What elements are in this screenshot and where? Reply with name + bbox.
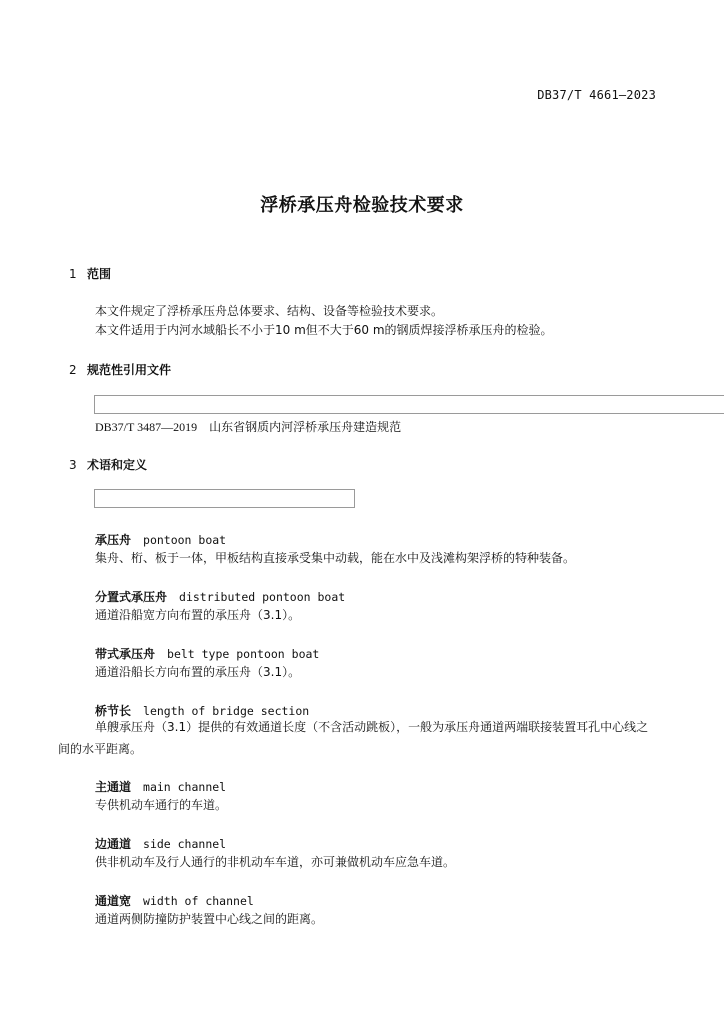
section-number: 2	[69, 363, 77, 377]
section-1-heading	[69, 265, 111, 282]
term-definition: 单艘承压舟（3.1）提供的有效通道长度（不含活动跳板），一般为承压舟通道两端联接装置耳孔中心线之间的水平距离。	[58, 720, 649, 756]
reference-code: DB37/T 3487—2019	[95, 420, 198, 434]
term-chinese: 承压舟	[95, 533, 132, 547]
term-definition: 通道沿船宽方向布置的承压舟（3.1）。	[95, 608, 301, 622]
term-english: pontoon boat	[143, 533, 227, 547]
section-number: 1	[69, 267, 77, 281]
term-english: main channel	[143, 780, 227, 794]
document-number: DB37/T 4661—2023	[537, 88, 656, 102]
term-english: length of bridge section	[143, 704, 310, 718]
term-english: distributed pontoon boat	[179, 590, 346, 604]
section-title: 术语和定义	[87, 458, 148, 472]
section-3-heading	[69, 456, 147, 473]
term-english: width of channel	[143, 894, 254, 908]
term-definition: 专供机动车通行的车道。	[95, 798, 228, 812]
term-heading	[95, 892, 254, 909]
section-title: 规范性引用文件	[87, 363, 172, 377]
reference-name: 山东省钢质内河浮桥承压舟建造规范	[209, 420, 402, 434]
term-definition: 通道沿船长方向布置的承压舟（3.1）。	[95, 665, 301, 679]
section-number: 3	[69, 458, 77, 472]
section-2-heading	[69, 361, 171, 378]
scope-paragraph-1: 本文件规定了浮桥承压舟总体要求、结构、设备等检验技术要求。	[95, 304, 444, 318]
term-chinese: 桥节长	[95, 704, 132, 718]
reference-intro-box	[94, 395, 724, 414]
page-title: 浮桥承压舟检验技术要求	[260, 195, 464, 216]
term-definition: 集舟、桁、板于一体，甲板结构直接承受集中动载，能在水中及浅滩构架浮桥的特种装备。	[95, 551, 576, 565]
terms-intro-box	[94, 489, 355, 508]
term-definition: 供非机动车及行人通行的非机动车车道，亦可兼做机动车应急车道。	[95, 855, 456, 869]
section-title: 范围	[87, 267, 112, 281]
term-chinese: 分置式承压舟	[95, 590, 168, 604]
reference-item	[95, 418, 401, 435]
term-chinese: 带式承压舟	[95, 647, 156, 661]
term-heading	[95, 835, 226, 852]
term-heading	[95, 531, 226, 548]
scope-paragraph-2: 本文件适用于内河水域船长不小于10 m但不大于60 m的钢质焊接浮桥承压舟的检验。	[95, 323, 553, 337]
term-english: side channel	[143, 837, 227, 851]
term-chinese: 边通道	[95, 837, 132, 851]
term-definition: 通道两侧防撞防护装置中心线之间的距离。	[95, 912, 324, 926]
term-chinese: 通道宽	[95, 894, 132, 908]
term-heading	[95, 645, 319, 662]
term-heading	[95, 778, 226, 795]
term-english: belt type pontoon boat	[167, 647, 320, 661]
term-heading	[95, 588, 345, 605]
term-chinese: 主通道	[95, 780, 132, 794]
